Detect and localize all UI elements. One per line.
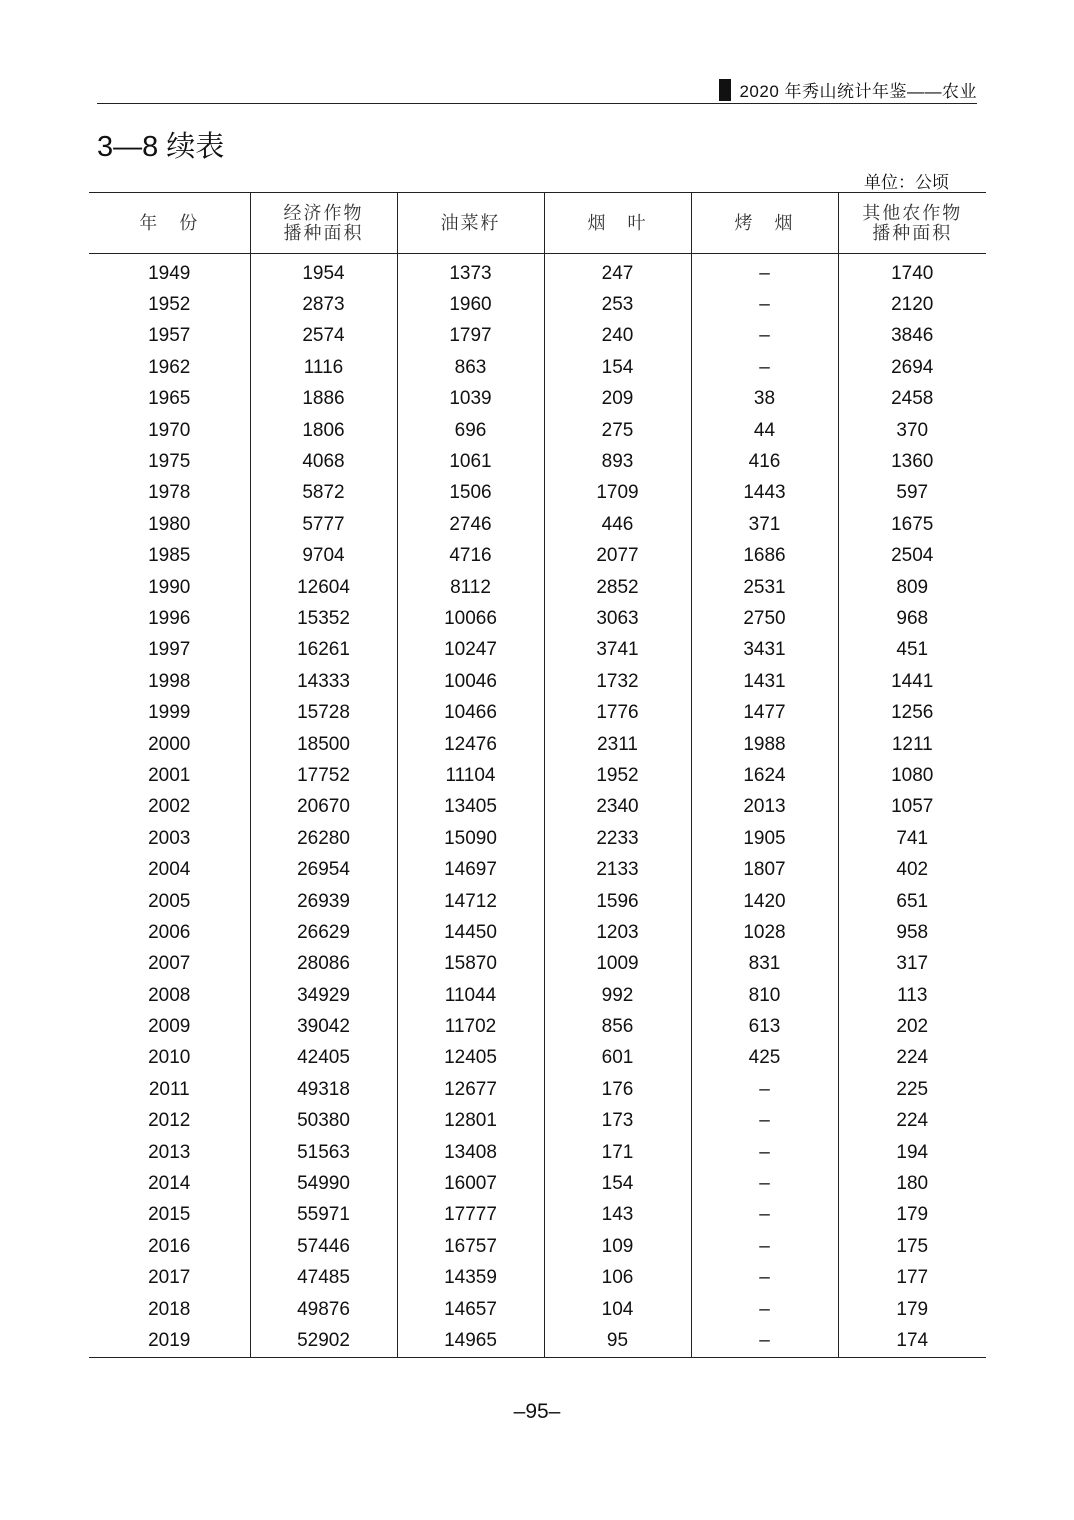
tobacco-cell: 1776 — [544, 697, 691, 728]
flue-cured-tobacco-cell: 371 — [691, 509, 838, 540]
tobacco-cell: 176 — [544, 1074, 691, 1105]
other-crops-area-cell: 451 — [896, 639, 929, 661]
other-crops-area-cell: 2694 — [891, 356, 934, 378]
rapeseed-cell: 696 — [397, 415, 544, 446]
page-number: –95– — [513, 1400, 561, 1423]
table-row — [89, 635, 986, 666]
tobacco-cell: 856 — [544, 1011, 691, 1042]
tobacco-cell: 1203 — [544, 917, 691, 948]
rapeseed-cell: 1797 — [397, 321, 544, 352]
year-cell: 2008 — [89, 980, 250, 1011]
table-row — [89, 949, 986, 980]
flue-cured-tobacco-cell: – — [691, 1263, 838, 1294]
cash-crops-area-cell: 9704 — [250, 541, 397, 572]
cash-crops-area-cell: 1954 — [250, 254, 397, 290]
other-crops-area-cell: 224 — [896, 1110, 929, 1132]
rapeseed-cell: 10466 — [397, 697, 544, 728]
year-cell: 1970 — [89, 415, 250, 446]
other-crops-area-cell: 1256 — [891, 702, 934, 724]
flue-cured-tobacco-cell: 425 — [691, 1043, 838, 1074]
other-crops-area-cell: 113 — [897, 984, 928, 1006]
rapeseed-cell: 8112 — [397, 572, 544, 603]
flue-cured-tobacco-cell: – — [691, 289, 838, 320]
year-cell: 1965 — [89, 384, 250, 415]
table-row — [89, 1231, 986, 1262]
other-crops-area-cell: 2458 — [891, 388, 934, 410]
tobacco-cell: 2311 — [544, 729, 691, 760]
year-cell: 2005 — [89, 886, 250, 917]
other-crops-area-cell: 1057 — [891, 796, 934, 818]
table-body — [89, 254, 986, 1358]
rapeseed-cell: 15870 — [397, 949, 544, 980]
table-row — [89, 478, 986, 509]
year-cell: 2000 — [89, 729, 250, 760]
cash-crops-area-cell: 49318 — [250, 1074, 397, 1105]
flue-cured-tobacco-cell: 1807 — [691, 854, 838, 885]
year-cell: 1949 — [89, 254, 250, 290]
rapeseed-cell: 15090 — [397, 823, 544, 854]
cash-crops-area-cell: 2873 — [250, 289, 397, 320]
table-row — [89, 415, 986, 446]
rapeseed-cell: 11702 — [397, 1011, 544, 1042]
tobacco-cell: 104 — [544, 1294, 691, 1325]
cash-crops-area-cell: 28086 — [250, 949, 397, 980]
year-cell: 2014 — [89, 1168, 250, 1199]
cash-crops-area-cell: 16261 — [250, 635, 397, 666]
running-header — [97, 76, 977, 104]
tobacco-cell: 247 — [544, 254, 691, 290]
other-crops-area-cell: 175 — [896, 1235, 929, 1257]
table-row — [89, 572, 986, 603]
running-title: 2020 年秀山统计年鉴——农业 — [739, 82, 977, 101]
rapeseed-cell: 17777 — [397, 1200, 544, 1231]
other-crops-area-cell: 2120 — [891, 294, 934, 316]
year-cell: 1996 — [89, 603, 250, 634]
rapeseed-cell: 12476 — [397, 729, 544, 760]
tobacco-cell: 171 — [544, 1137, 691, 1168]
cash-crops-area-cell: 2574 — [250, 321, 397, 352]
flue-cured-tobacco-cell: 1443 — [691, 478, 838, 509]
year-cell: 2015 — [89, 1200, 250, 1231]
rapeseed-cell: 16007 — [397, 1168, 544, 1199]
year-cell: 2004 — [89, 854, 250, 885]
cash-crops-area-cell: 4068 — [250, 446, 397, 477]
year-cell: 2003 — [89, 823, 250, 854]
tobacco-cell: 2340 — [544, 792, 691, 823]
table-row — [89, 1168, 986, 1199]
cash-crops-area-cell: 1116 — [250, 352, 397, 383]
tobacco-cell: 3063 — [544, 603, 691, 634]
year-cell: 2019 — [89, 1325, 250, 1357]
rapeseed-cell: 11044 — [397, 980, 544, 1011]
table-row — [89, 254, 986, 290]
cash-crops-area-cell: 18500 — [250, 729, 397, 760]
other-crops-area-cell: 224 — [896, 1047, 929, 1069]
tobacco-cell: 601 — [544, 1043, 691, 1074]
year-cell: 1975 — [89, 446, 250, 477]
tobacco-cell: 446 — [544, 509, 691, 540]
table-row — [89, 1294, 986, 1325]
rapeseed-cell: 1506 — [397, 478, 544, 509]
flue-cured-tobacco-cell: 1431 — [691, 666, 838, 697]
table-row — [89, 1263, 986, 1294]
flue-cured-tobacco-cell: – — [691, 1231, 838, 1262]
flue-cured-tobacco-cell: – — [691, 1137, 838, 1168]
unit-label: 单位：公顷 — [864, 173, 949, 192]
table-row — [89, 854, 986, 885]
flue-cured-tobacco-cell: – — [691, 1294, 838, 1325]
other-crops-area-cell: 1211 — [891, 733, 933, 755]
rapeseed-cell: 11104 — [397, 760, 544, 791]
other-crops-area-cell: 174 — [896, 1329, 929, 1351]
rapeseed-cell: 1039 — [397, 384, 544, 415]
flue-cured-tobacco-cell: 613 — [691, 1011, 838, 1042]
flue-cured-tobacco-cell: 3431 — [691, 635, 838, 666]
tobacco-cell: 209 — [544, 384, 691, 415]
other-crops-area-cell: 1080 — [891, 764, 934, 786]
cash-crops-area-cell: 42405 — [250, 1043, 397, 1074]
tobacco-cell: 106 — [544, 1263, 691, 1294]
flue-cured-tobacco-cell: – — [691, 1106, 838, 1137]
table-row — [89, 980, 986, 1011]
cash-crops-area-cell: 49876 — [250, 1294, 397, 1325]
rapeseed-cell: 13408 — [397, 1137, 544, 1168]
tobacco-cell: 154 — [544, 352, 691, 383]
tobacco-cell: 173 — [544, 1106, 691, 1137]
table-row — [89, 603, 986, 634]
cash-crops-area-cell: 51563 — [250, 1137, 397, 1168]
cash-crops-area-cell: 50380 — [250, 1106, 397, 1137]
rapeseed-cell: 14697 — [397, 854, 544, 885]
cash-crops-area-cell: 12604 — [250, 572, 397, 603]
tobacco-cell: 1952 — [544, 760, 691, 791]
rapeseed-cell: 863 — [397, 352, 544, 383]
table-row — [89, 1011, 986, 1042]
cash-crops-area-cell: 34929 — [250, 980, 397, 1011]
rapeseed-cell: 1960 — [397, 289, 544, 320]
cash-crops-area-cell: 17752 — [250, 760, 397, 791]
flue-cured-tobacco-cell: – — [691, 352, 838, 383]
table-row — [89, 384, 986, 415]
flue-cured-tobacco-cell: 1420 — [691, 886, 838, 917]
flue-cured-tobacco-cell: – — [691, 1168, 838, 1199]
cash-crops-area-cell: 39042 — [250, 1011, 397, 1042]
other-crops-area-cell: 1675 — [891, 513, 934, 535]
rapeseed-cell: 1373 — [397, 254, 544, 290]
tobacco-cell: 2133 — [544, 854, 691, 885]
table-row — [89, 792, 986, 823]
table-row — [89, 1106, 986, 1137]
table-row — [89, 1200, 986, 1231]
cash-crops-area-cell: 20670 — [250, 792, 397, 823]
year-cell: 2002 — [89, 792, 250, 823]
table-title: 3—8 续表 — [97, 131, 225, 163]
cash-crops-area-cell: 52902 — [250, 1325, 397, 1357]
rapeseed-cell: 1061 — [397, 446, 544, 477]
year-cell: 1957 — [89, 321, 250, 352]
flue-cured-tobacco-cell: 416 — [691, 446, 838, 477]
column-header-tobacco: 烟 叶 — [544, 193, 691, 254]
tobacco-cell: 1596 — [544, 886, 691, 917]
other-crops-area-cell: 1740 — [891, 262, 934, 284]
table-row — [89, 697, 986, 728]
rapeseed-cell: 2746 — [397, 509, 544, 540]
flue-cured-tobacco-cell: 2750 — [691, 603, 838, 634]
other-crops-area-cell: 194 — [896, 1141, 929, 1163]
rapeseed-cell: 10066 — [397, 603, 544, 634]
year-cell: 2018 — [89, 1294, 250, 1325]
table-row — [89, 1043, 986, 1074]
table-row — [89, 917, 986, 948]
other-crops-area-cell: 1441 — [891, 670, 934, 692]
flue-cured-tobacco-cell: 44 — [691, 415, 838, 446]
other-crops-area-cell: 225 — [896, 1078, 929, 1100]
tobacco-cell: 240 — [544, 321, 691, 352]
tobacco-cell: 1009 — [544, 949, 691, 980]
flue-cured-tobacco-cell: 1028 — [691, 917, 838, 948]
flue-cured-tobacco-cell: – — [691, 1074, 838, 1105]
rapeseed-cell: 12801 — [397, 1106, 544, 1137]
other-crops-area-cell: 958 — [896, 921, 929, 943]
table-row — [89, 541, 986, 572]
tobacco-cell: 992 — [544, 980, 691, 1011]
rapeseed-cell: 12677 — [397, 1074, 544, 1105]
year-cell: 1997 — [89, 635, 250, 666]
flue-cured-tobacco-cell: – — [691, 1325, 838, 1357]
year-cell: 2001 — [89, 760, 250, 791]
tobacco-cell: 3741 — [544, 635, 691, 666]
rapeseed-cell: 10046 — [397, 666, 544, 697]
flue-cured-tobacco-cell: – — [691, 321, 838, 352]
column-header-other-crops-area: 其他农作物 播种面积 — [838, 193, 986, 254]
year-cell: 2016 — [89, 1231, 250, 1262]
year-cell: 1999 — [89, 697, 250, 728]
other-crops-area-cell: 202 — [896, 1016, 929, 1038]
tobacco-cell: 143 — [544, 1200, 691, 1231]
other-crops-area-cell: 2504 — [891, 545, 934, 567]
table-row — [89, 729, 986, 760]
cash-crops-area-cell: 15352 — [250, 603, 397, 634]
tobacco-cell: 1709 — [544, 478, 691, 509]
cash-crops-area-cell: 55971 — [250, 1200, 397, 1231]
cash-crops-area-cell: 15728 — [250, 697, 397, 728]
table-row — [89, 352, 986, 383]
year-cell: 1985 — [89, 541, 250, 572]
rapeseed-cell: 12405 — [397, 1043, 544, 1074]
other-crops-area-cell: 3846 — [891, 325, 934, 347]
rapeseed-cell: 14965 — [397, 1325, 544, 1357]
table-row — [89, 289, 986, 320]
other-crops-area-cell: 809 — [896, 576, 929, 598]
year-cell: 2013 — [89, 1137, 250, 1168]
rapeseed-cell: 14657 — [397, 1294, 544, 1325]
table-header — [89, 193, 986, 254]
cash-crops-area-cell: 1806 — [250, 415, 397, 446]
column-header-rapeseed: 油菜籽 — [397, 193, 544, 254]
table-row — [89, 666, 986, 697]
rapeseed-cell: 14359 — [397, 1263, 544, 1294]
header-row — [89, 193, 986, 254]
column-header-year: 年 份 — [89, 193, 250, 254]
year-cell: 2011 — [89, 1074, 250, 1105]
other-crops-area-cell: 968 — [896, 607, 929, 629]
table-row — [89, 886, 986, 917]
year-cell: 2007 — [89, 949, 250, 980]
other-crops-area-cell: 177 — [896, 1267, 929, 1289]
flue-cured-tobacco-cell: – — [691, 254, 838, 290]
flue-cured-tobacco-cell: 831 — [691, 949, 838, 980]
other-crops-area-cell: 179 — [896, 1204, 929, 1226]
flue-cured-tobacco-cell: 1477 — [691, 697, 838, 728]
flue-cured-tobacco-cell: 810 — [691, 980, 838, 1011]
cash-crops-area-cell: 1886 — [250, 384, 397, 415]
other-crops-area-cell: 370 — [896, 419, 929, 441]
tobacco-cell: 275 — [544, 415, 691, 446]
tobacco-cell: 95 — [544, 1325, 691, 1357]
cash-crops-area-cell: 57446 — [250, 1231, 397, 1262]
other-crops-area-cell: 597 — [896, 482, 929, 504]
year-cell: 1978 — [89, 478, 250, 509]
year-cell: 1952 — [89, 289, 250, 320]
year-cell: 2006 — [89, 917, 250, 948]
table-row — [89, 446, 986, 477]
table-row — [89, 509, 986, 540]
year-cell: 1980 — [89, 509, 250, 540]
tobacco-cell: 1732 — [544, 666, 691, 697]
other-crops-area-cell: 651 — [896, 890, 929, 912]
flue-cured-tobacco-cell: 2013 — [691, 792, 838, 823]
table-row — [89, 1325, 986, 1357]
other-crops-area-cell: 179 — [896, 1298, 929, 1320]
flue-cured-tobacco-cell: 38 — [691, 384, 838, 415]
rapeseed-cell: 4716 — [397, 541, 544, 572]
rapeseed-cell: 14450 — [397, 917, 544, 948]
tobacco-cell: 2077 — [544, 541, 691, 572]
flue-cured-tobacco-cell: 1905 — [691, 823, 838, 854]
tobacco-cell: 253 — [544, 289, 691, 320]
tobacco-cell: 2233 — [544, 823, 691, 854]
flue-cured-tobacco-cell: 1686 — [691, 541, 838, 572]
table-row — [89, 1137, 986, 1168]
cash-crops-area-cell: 26939 — [250, 886, 397, 917]
cash-crops-area-cell: 5777 — [250, 509, 397, 540]
year-cell: 2010 — [89, 1043, 250, 1074]
table-row — [89, 760, 986, 791]
flue-cured-tobacco-cell: 1988 — [691, 729, 838, 760]
column-header-flue-cured-tobacco: 烤 烟 — [691, 193, 838, 254]
year-cell: 2017 — [89, 1263, 250, 1294]
cash-crops-area-cell: 26954 — [250, 854, 397, 885]
tobacco-cell: 893 — [544, 446, 691, 477]
data-table — [89, 192, 986, 1358]
flue-cured-tobacco-cell: 1624 — [691, 760, 838, 791]
column-header-cash-crops-area: 经济作物 播种面积 — [250, 193, 397, 254]
table-row — [89, 321, 986, 352]
cash-crops-area-cell: 26629 — [250, 917, 397, 948]
header-marker-block — [719, 79, 731, 101]
cash-crops-area-cell: 14333 — [250, 666, 397, 697]
table-row — [89, 823, 986, 854]
year-cell: 1998 — [89, 666, 250, 697]
rapeseed-cell: 16757 — [397, 1231, 544, 1262]
cash-crops-area-cell: 54990 — [250, 1168, 397, 1199]
other-crops-area-cell: 180 — [896, 1173, 929, 1195]
tobacco-cell: 109 — [544, 1231, 691, 1262]
year-cell: 1962 — [89, 352, 250, 383]
cash-crops-area-cell: 26280 — [250, 823, 397, 854]
tobacco-cell: 2852 — [544, 572, 691, 603]
rapeseed-cell: 10247 — [397, 635, 544, 666]
other-crops-area-cell: 1360 — [891, 451, 934, 473]
year-cell: 1990 — [89, 572, 250, 603]
other-crops-area-cell: 741 — [896, 827, 929, 849]
other-crops-area-cell: 317 — [896, 953, 929, 975]
cash-crops-area-cell: 47485 — [250, 1263, 397, 1294]
tobacco-cell: 154 — [544, 1168, 691, 1199]
table-row — [89, 1074, 986, 1105]
year-cell: 2012 — [89, 1106, 250, 1137]
year-cell: 2009 — [89, 1011, 250, 1042]
rapeseed-cell: 14712 — [397, 886, 544, 917]
flue-cured-tobacco-cell: 2531 — [691, 572, 838, 603]
other-crops-area-cell: 402 — [896, 859, 929, 881]
cash-crops-area-cell: 5872 — [250, 478, 397, 509]
rapeseed-cell: 13405 — [397, 792, 544, 823]
flue-cured-tobacco-cell: – — [691, 1200, 838, 1231]
